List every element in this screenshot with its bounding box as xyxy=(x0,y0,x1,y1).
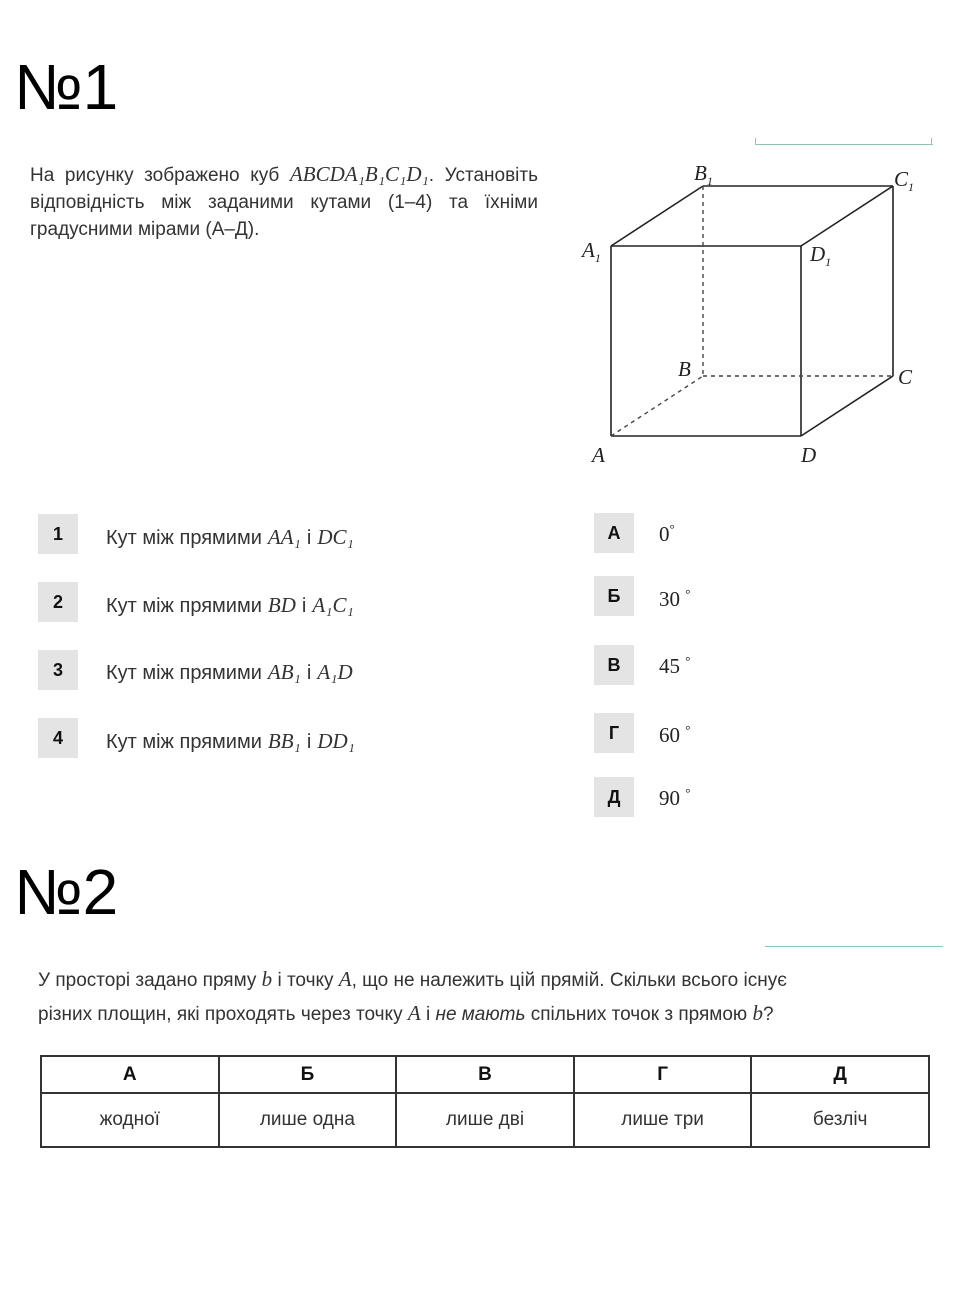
option-letter: Б xyxy=(607,585,621,606)
item-conj: і xyxy=(306,527,312,549)
item-line1: BB₁ xyxy=(267,729,301,753)
edge-AB xyxy=(611,376,703,436)
label-A: A xyxy=(592,443,605,467)
answer-cell: безліч xyxy=(751,1093,929,1147)
option-value: 60 ° xyxy=(659,722,691,747)
item-row xyxy=(106,729,355,754)
option-value: 30 ° xyxy=(659,586,691,611)
option-letter: Д xyxy=(607,786,621,807)
label-C1: $C_1$ xyxy=(894,167,915,194)
item-line2: DC₁ xyxy=(317,525,354,549)
item-conj: і xyxy=(306,662,312,684)
task2-question xyxy=(38,963,938,1031)
item-text: Кут між прямими xyxy=(106,595,262,617)
label-D: D xyxy=(801,443,817,467)
answer-cell: лише одна xyxy=(219,1093,397,1147)
label-D1: $D_1$ xyxy=(810,242,832,269)
answer-cell: лише три xyxy=(574,1093,752,1147)
item-line2: A₁D xyxy=(317,660,353,684)
item-number-box xyxy=(38,718,78,758)
answer-header: Б xyxy=(219,1056,397,1093)
option-value: 90 ° xyxy=(659,785,691,810)
option-letter-box xyxy=(594,513,634,553)
item-conj: і xyxy=(306,731,312,753)
item-number-box xyxy=(38,514,78,554)
answer-header: Г xyxy=(574,1056,752,1093)
item-number: 1 xyxy=(52,523,63,544)
item-number: 4 xyxy=(52,727,63,748)
task2-question-line1: У просторі задано пряму b і точку A, що не належить цій прямій. Скільки всього існує xyxy=(38,967,787,991)
edge-A1B1 xyxy=(611,186,703,246)
option-letter-box xyxy=(594,645,634,685)
task1-instruction: Установіть відповідність між заданими кутами (1–4) та їхніми градусними мірами (А–Д). xyxy=(30,165,538,240)
task1-intro: На рисунку зображено куб xyxy=(30,165,280,186)
option-value: 45 ° xyxy=(659,653,691,678)
option-letter: В xyxy=(607,654,621,675)
answer-table xyxy=(40,1055,930,1148)
label-A1: $A_1$ xyxy=(582,238,601,265)
decorative-line xyxy=(755,144,933,145)
task1-number: №1 xyxy=(14,51,119,123)
answer-header: В xyxy=(396,1056,574,1093)
answer-header: А xyxy=(41,1056,219,1093)
item-line2: DD₁ xyxy=(317,729,355,753)
answer-value-row xyxy=(41,1093,929,1147)
item-text: Кут між прямими xyxy=(106,731,262,753)
item-line1: AA₁ xyxy=(267,525,301,549)
option-letter: А xyxy=(607,522,621,543)
item-number: 2 xyxy=(52,591,63,612)
label-C: C xyxy=(898,365,913,389)
answer-cell: лише дві xyxy=(396,1093,574,1147)
answer-header: Д xyxy=(751,1056,929,1093)
item-row xyxy=(106,593,354,618)
item-row xyxy=(106,525,354,550)
decorative-tick xyxy=(755,138,756,144)
decorative-line xyxy=(765,946,943,947)
item-number: 3 xyxy=(52,659,63,680)
option-value: 0° xyxy=(659,521,675,546)
item-row xyxy=(106,660,353,685)
task1-statement: На рисунку зображено куб ABCDA₁B₁C₁D₁. Установіть відповідність між заданими кутами (1–4) та їхніми градусними мірами (А–Д). xyxy=(30,162,538,240)
task2-question-line2: різних площин, які проходять через точку A і не мають спільних точок з прямою b? xyxy=(38,1001,774,1025)
answer-header-row xyxy=(41,1056,929,1093)
decorative-tick xyxy=(931,138,932,144)
item-line1: AB₁ xyxy=(267,660,301,684)
option-letter-box xyxy=(594,777,634,817)
option-letter-box xyxy=(594,576,634,616)
cube-name: ABCDA₁B₁C₁D₁ xyxy=(289,162,429,186)
task2-number: №2 xyxy=(14,856,119,928)
item-text: Кут між прямими xyxy=(106,527,262,549)
cube-figure xyxy=(570,155,930,475)
item-line2: A₁C₁ xyxy=(312,593,354,617)
answer-cell: жодної xyxy=(41,1093,219,1147)
label-B1: $B_1$ xyxy=(694,161,713,188)
edge-D1C1 xyxy=(801,186,893,246)
item-text: Кут між прямими xyxy=(106,662,262,684)
item-conj: і xyxy=(301,595,307,617)
item-line1: BD xyxy=(267,593,296,617)
option-letter: Г xyxy=(608,722,620,743)
edge-DC xyxy=(801,376,893,436)
option-letter-box xyxy=(594,713,634,753)
item-number-box xyxy=(38,650,78,690)
label-B: B xyxy=(678,357,691,381)
item-number-box xyxy=(38,582,78,622)
